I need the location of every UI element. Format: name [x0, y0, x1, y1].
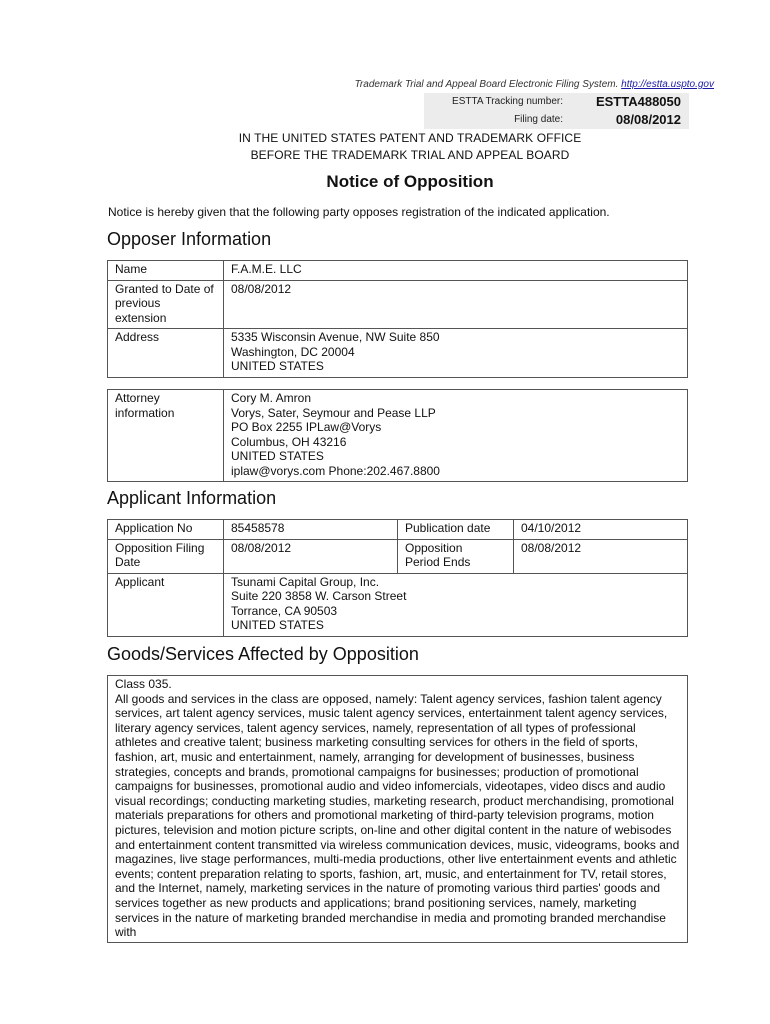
- applicant-heading: Applicant Information: [107, 488, 277, 508]
- table-row: [108, 390, 688, 482]
- attorney-label: Attorney information: [108, 390, 224, 482]
- opp-period-value: 08/08/2012: [514, 539, 688, 573]
- office-line-1: IN THE UNITED STATES PATENT AND TRADEMARK OFFICE: [238, 131, 582, 145]
- address-label: Address: [108, 329, 224, 378]
- filing-system-line: [355, 79, 714, 90]
- goods-services-box: [107, 675, 688, 943]
- opp-filing-value: 08/08/2012: [224, 539, 398, 573]
- pub-date-label: Publication date: [398, 520, 514, 540]
- address-value: 5335 Wisconsin Avenue, NW Suite 850 Washington, DC 20004 UNITED STATES: [224, 329, 688, 378]
- table-row: [108, 261, 688, 281]
- tracking-number: ESTTA488050: [595, 94, 681, 109]
- table-row: [108, 573, 688, 636]
- app-no-label: Application No: [108, 520, 224, 540]
- estta-link[interactable]: http://estta.uspto.gov: [621, 79, 714, 90]
- name-value: F.A.M.E. LLC: [224, 261, 688, 281]
- attorney-table: [107, 389, 688, 482]
- notice-statement: Notice is hereby given that the following party opposes registration of the indicated application.: [108, 205, 610, 219]
- filing-date-label: Filing date:: [514, 114, 563, 125]
- table-row: [108, 329, 688, 378]
- office-line-2: BEFORE THE TRADEMARK TRIAL AND APPEAL BOARD: [250, 148, 570, 162]
- filing-date-row: [424, 111, 689, 129]
- attorney-value: Cory M. Amron Vorys, Sater, Seymour and Pease LLP PO Box 2255 IPLaw@Vorys Columbus, OH 43216 UNITED STATES iplaw@vorys.com Phone:202.467.8800: [224, 390, 688, 482]
- opp-filing-label: Opposition Filing Date: [108, 539, 224, 573]
- opposer-heading: Opposer Information: [107, 229, 272, 249]
- page-title: Notice of Opposition: [326, 172, 494, 191]
- goods-class: Class 035.: [115, 677, 172, 691]
- table-row: [108, 280, 688, 329]
- applicant-label: Applicant: [108, 573, 224, 636]
- table-row: [108, 539, 688, 573]
- granted-value: 08/08/2012: [224, 280, 688, 329]
- applicant-table: [107, 519, 688, 637]
- applicant-value: Tsunami Capital Group, Inc. Suite 220 3858 W. Carson Street Torrance, CA 90503 UNITED STATES: [224, 573, 688, 636]
- table-row: [108, 520, 688, 540]
- opposer-table: [107, 260, 688, 378]
- pub-date-value: 04/10/2012: [514, 520, 688, 540]
- tracking-row: [424, 93, 689, 111]
- filing-date-value: 08/08/2012: [615, 112, 681, 127]
- filing-system-text: Trademark Trial and Appeal Board Electronic Filing System.: [354, 79, 619, 90]
- name-label: Name: [108, 261, 224, 281]
- opp-period-label: Opposition Period Ends: [398, 539, 514, 573]
- granted-label: Granted to Date of previous extension: [108, 280, 224, 329]
- tracking-box: [424, 93, 689, 129]
- tracking-label: ESTTA Tracking number:: [452, 96, 563, 107]
- goods-description: All goods and services in the class are opposed, namely: Talent agency services, fashion talent agency services, art talent agency services, music talent agency services, entertainment talent agency services, literary agency services, talent agency services, namely, representation of all types of professional athletes and creative talent; business marketing consulting services for others in the field of sports, fashion, art, music and entertainment, namely, arranging for development of businesses, business strategies, concepts and brands, promotional campaigns for businesses; production of promotional campaigns for businesses, promotional audio and video infomercials, videotapes, video discs and audio visual recordings; conducting marketing studies, marketing research, product merchandising, promotional materials preparations for others and promotional marketing of third-party television programs, motion pictures, television and motion picture scripts, on-line and other digital content in the nature of webisodes and entertainment content transmitted via wireless communication devices, music, videograms, books and magazines, live stage performances, multi-media productions, other live entertainment events and athletic events; content preparation relating to sports, fashion, art, music, and entertainment for TV, retail stores, and the Internet, namely, marketing services in the nature of promoting various third parties' goods and services together as new products and applications; brand positioning services, namely, marketing services in the nature of marketing branded merchandise in media and promoting branded merchandise with: [115, 691, 680, 940]
- goods-heading: Goods/Services Affected by Opposition: [107, 644, 419, 664]
- app-no-value: 85458578: [224, 520, 398, 540]
